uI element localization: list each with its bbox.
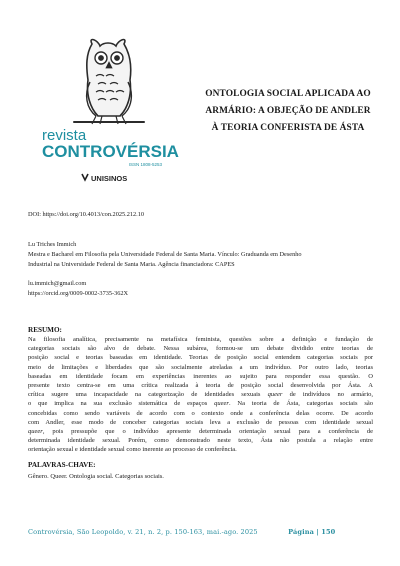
abstract-line: crítica sugere uma incapacidade na categorização de identidades sexuais queer de indivíduos no armário, [28, 391, 374, 399]
abstract-line: concebidas como sendo variáveis de acordo com o contexto onde a conferência delas ocorre. De acordo [28, 409, 373, 417]
author-name: Lu Triches Immich [28, 241, 77, 248]
abstract-body [28, 335, 373, 455]
footer-page-number: Página | 150 [288, 528, 336, 536]
logo-word-revista: revista [42, 127, 87, 144]
abstract-heading: RESUMO: [28, 326, 62, 334]
abstract-section [28, 326, 373, 481]
logo-publisher: UNISINOS [91, 174, 128, 183]
doi-link[interactable]: DOI: https://doi.org/10.4013/con.2025.212.10 [28, 211, 145, 218]
abstract-line: com Andler, esse modo de conceber categorias sociais leva a exclusão de pessoas com identidade sexual [28, 418, 373, 426]
article-title [200, 86, 376, 137]
abstract-line: meio de limitações e liberdades que são socialmente atreladas a um indivíduo. Por outro lado, teorias [28, 363, 373, 371]
abstract-line: Na filosofia analítica, precisamente na metafísica feminista, questões sobre a definição e fundação de [28, 336, 373, 343]
author-affiliation: Mestra e Bacharel em Filosofia pela Universidade Federal de Santa Maria. Vínculo: Graduanda em Desenho [28, 251, 302, 258]
abstract-line: determinada identidade sexual. Porém, como demonstrado neste texto, Ásta não postula a relação entre [28, 437, 373, 445]
logo-issn: ISSN 1808-5253 [128, 162, 162, 167]
keywords-list: Gênero. Queer. Ontologia social. Categorias sociais. [28, 472, 164, 480]
article-title-line: ARMÁRIO: A OBJEÇÃO DE ANDLER [205, 106, 371, 116]
keywords-heading: PALAVRAS-CHAVE: [28, 460, 96, 469]
logo-word-controversia: CONTROVÉRSIA [42, 142, 179, 161]
abstract-line: o que implica na sua exclusão sistemática de espaços queer. Na teoria de Ásta, categorias sociais são [28, 400, 373, 408]
abstract-line: queer, pois pressupõe que o indivíduo apresente determinada orientação sexual para a conferência de [28, 428, 373, 436]
owl-icon [74, 40, 144, 124]
author-orcid[interactable]: https://orcid.org/0009-0002-3735-362X [28, 290, 129, 297]
author-affiliation: Industrial na Universidade Federal de Santa Maria. Agência financiadora: CAPES [28, 261, 235, 268]
author-block [28, 240, 373, 299]
abstract-line: orientação sexual e identidade sexual como inerente ao processo de conferência. [28, 446, 237, 454]
abstract-line: baseadas em identidade focam em experiências inerentes ao sujeito para responder essa questão. O [28, 372, 373, 380]
abstract-line: presente texto centra-se em uma crítica realizada à teoria de posição social desenvolvida por Ásta. A [28, 382, 373, 390]
footer-citation: Controvérsia, São Leopoldo, v. 21, n. 2, p. 150-163, mai.-ago. 2025 [28, 528, 258, 536]
article-title-line: À TEORIA CONFERISTA DE ÁSTA [211, 123, 365, 133]
author-email[interactable]: lu.immich@gmail.com [28, 280, 87, 287]
abstract-line: categorias sociais são alvo de debate. Nessa subárea, formou-se um debate dividido entre teorias de [28, 345, 373, 353]
unisinos-mark-icon [82, 174, 88, 180]
page-footer [28, 528, 373, 536]
abstract-line: posição social e teorias baseadas em identidade. Teorias de posição social entendem categorias sociais por [28, 354, 373, 362]
journal-logo [40, 36, 190, 186]
article-title-line: ONTOLOGIA SOCIAL APLICADA AO [205, 89, 371, 99]
